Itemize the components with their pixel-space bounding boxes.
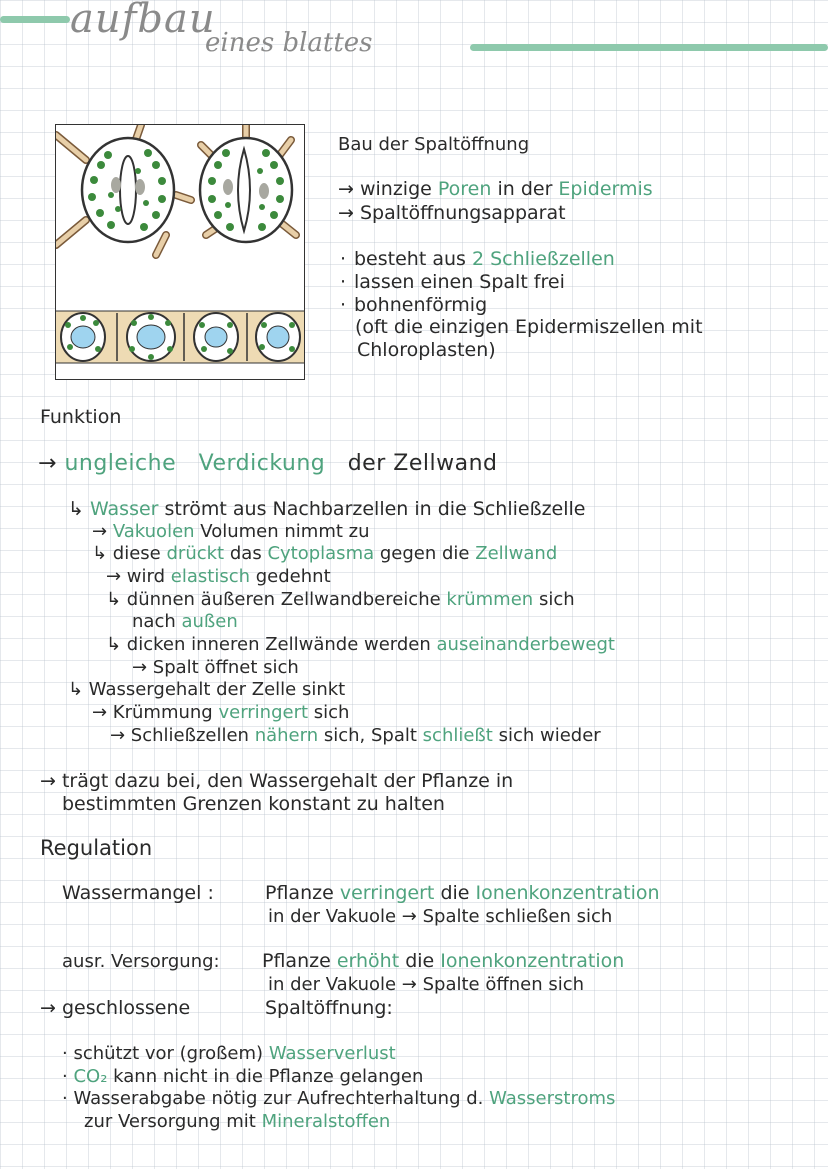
bau-bullet-schliesszellen: · besteht aus 2 Schließzellen bbox=[340, 248, 615, 270]
page-subtitle: eines blattes bbox=[205, 28, 373, 58]
stoma-top-left bbox=[56, 125, 191, 255]
regulation-versorgung-line1: Pflanze erhöht die Ionenkonzentration bbox=[262, 950, 625, 972]
regulation-point-wasserabgabe: · Wasserabgabe nötig zur Aufrechterhaltung d. Wasserstroms bbox=[62, 1088, 616, 1109]
funktion-line-schliesst: → Schließzellen nähern sich, Spalt schließt sich wieder bbox=[110, 725, 601, 746]
regulation-point-schuetzt: · schützt vor (großem) Wasserverlust bbox=[62, 1043, 396, 1064]
bau-note-2: Chloroplasten) bbox=[357, 339, 496, 361]
funktion-summary-1: → trägt dazu bei, den Wassergehalt der Pflanze in bbox=[40, 770, 514, 792]
funktion-line-sinkt: ↳ Wassergehalt der Zelle sinkt bbox=[68, 679, 346, 700]
regulation-spaltoeffnung: Spaltöffnung: bbox=[265, 997, 393, 1019]
title-highlight-right bbox=[470, 44, 828, 51]
funktion-summary-2: bestimmten Grenzen konstant zu halten bbox=[62, 793, 445, 815]
funktion-line-kruemmen: ↳ dünnen äußeren Zellwandbereiche krümmen sich bbox=[106, 589, 575, 610]
bau-note-1: (oft die einzigen Epidermiszellen mit bbox=[355, 316, 703, 338]
stoma-cross-sections bbox=[56, 311, 304, 363]
regulation-point-mineral: zur Versorgung mit Mineralstoffen bbox=[84, 1111, 391, 1132]
funktion-line-drueckt: ↳ diese drückt das Cytoplasma gegen die Zellwand bbox=[92, 543, 558, 564]
bau-bullet-bohnen: · bohnenförmig bbox=[340, 294, 488, 316]
regulation-heading: Regulation bbox=[40, 836, 153, 860]
regulation-mangel-line1: Pflanze verringert die Ionenkonzentration bbox=[265, 882, 660, 904]
funktion-line-auseinander: ↳ dicken inneren Zellwände werden auseinanderbewegt bbox=[106, 634, 615, 655]
bau-line-apparat: → Spaltöffnungsapparat bbox=[338, 202, 566, 224]
funktion-line-vakuolen: → Vakuolen Volumen nimmt zu bbox=[92, 521, 370, 542]
funktion-line-aussen: nach außen bbox=[132, 611, 238, 632]
funktion-heading: Funktion bbox=[40, 406, 122, 428]
regulation-point-co2: · CO₂ kann nicht in die Pflanze gelangen bbox=[62, 1066, 424, 1087]
bau-line-poren: → winzige Poren in der Epidermis bbox=[338, 178, 653, 200]
funktion-line-wasser: ↳ Wasser strömt aus Nachbarzellen in die Schließzelle bbox=[68, 498, 586, 520]
funktion-line-kruemmung: → Krümmung verringert sich bbox=[92, 702, 350, 723]
bau-bullet-spalt: · lassen einen Spalt frei bbox=[340, 271, 565, 293]
stoma-top-right bbox=[200, 125, 296, 242]
page-title: aufbau bbox=[70, 0, 216, 42]
regulation-versorgung-line2: in der Vakuole → Spalte öffnen sich bbox=[268, 974, 585, 995]
regulation-mangel-label: Wassermangel : bbox=[62, 882, 214, 904]
funktion-main: → ungleiche Verdickung der Zellwand bbox=[38, 451, 498, 476]
stomata-illustration bbox=[55, 124, 305, 380]
regulation-mangel-line2: in der Vakuole → Spalte schließen sich bbox=[268, 906, 613, 927]
regulation-versorgung-label: ausr. Versorgung: bbox=[62, 951, 220, 972]
stomata-drawing bbox=[56, 125, 304, 379]
funktion-line-oeffnet: → Spalt öffnet sich bbox=[132, 657, 299, 678]
bau-heading: Bau der Spaltöffnung bbox=[338, 134, 530, 155]
regulation-geschlossene: → geschlossene bbox=[40, 997, 191, 1019]
title-highlight-left bbox=[0, 16, 70, 23]
funktion-line-elastisch: → wird elastisch gedehnt bbox=[106, 566, 331, 587]
